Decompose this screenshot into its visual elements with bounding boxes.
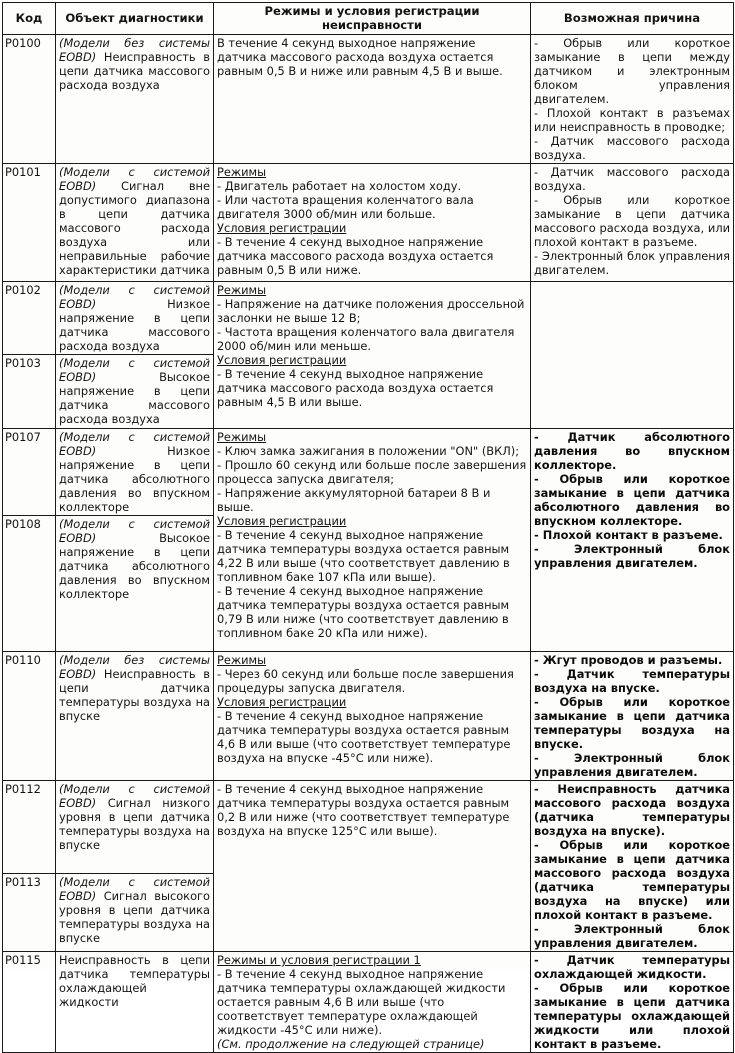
mode-line: - Прошло 60 секунд или больше после завершения процесса запуска двигателя;: [217, 457, 527, 486]
registration-line: - В течение 4 секунд выходное напряжение датчика массового расхода воздуха остается равным 4,5 В или выше.: [217, 366, 494, 409]
conditions-cell: [214, 281, 531, 428]
cause-line: - Электронный блок управления двигателем.: [534, 922, 730, 951]
cause-line: - Обрыв или короткое замыкание в цепи датчика массового расхода воздуха, или плохой контакт в разъеме.: [534, 192, 730, 249]
mode-line: - Напряжение на датчике положения дроссельной заслонки не выше 12 В;: [217, 296, 525, 325]
code-cell: P0101: [3, 163, 56, 281]
continuation-note: (См. продолжение на следующей странице): [217, 1037, 485, 1052]
code-cell: P0107: [3, 428, 56, 515]
cause-line: - Обрыв или короткое замыкание в цепи датчика температуры охлаждающей жидкости или плохой контакт в разъеме.: [534, 981, 730, 1052]
header-row: [3, 3, 734, 35]
cause-cell: [531, 428, 734, 651]
object-cell: [56, 873, 214, 951]
cause-line: - Электронный блок управления двигателем.: [534, 750, 730, 779]
table-row: [3, 780, 734, 873]
code-cell: P0112: [3, 780, 56, 873]
table-row: [3, 163, 734, 281]
cause-line: - Неисправность датчика массового расхода воздуха (датчика температуры воздуха на впуске).: [534, 781, 730, 838]
cause-line: - Датчик массового расхода воздуха.: [534, 133, 730, 162]
object-text: Сигнал высокого уровня в цепи датчика температуры воздуха на впуске: [59, 888, 210, 945]
code-cell: P0103: [3, 354, 56, 428]
object-text: Сигнал низкого уровня в цепи датчика температуры воздуха на впуске: [59, 795, 210, 853]
code-cell: P0113: [3, 873, 56, 951]
object-text: Высокое напряжение в цепи датчика абсолютного давления во впускном коллекторе: [59, 530, 210, 601]
conditions-cell: [214, 952, 531, 1053]
conditions-cell: [214, 163, 531, 281]
cause-line: - Обрыв или короткое замыкание в цепи датчика температуры воздуха на впуске.: [534, 694, 730, 751]
table-row: [3, 281, 734, 354]
cause-line: - Электронный блок управления двигателем.: [534, 248, 730, 277]
mode-line: - Через 60 секунд или больше после завершения процедуры запуска двигателя.: [217, 666, 514, 695]
model-note: (Модели без системы EOBD): [59, 652, 210, 681]
object-cell: [56, 515, 214, 651]
conditions-cell: [214, 428, 531, 651]
registration-label: Условия регистрации: [217, 352, 347, 367]
mode-line: - Двигатель работает на холостом ходу.: [217, 178, 462, 193]
cause-line: - Обрыв или короткое замыкание в цепи датчика массового расхода воздуха (датчика температуры воздуха на впуске) или плохой контакт в разъеме.: [534, 838, 730, 923]
conditions-cell: [214, 651, 531, 780]
cause-line: - Плохой контакт в разъеме.: [534, 527, 723, 542]
registration-line: - В течение 4 секунд выходное напряжение датчика температуры охлаждающей жидкости остается равным 4,6 В или выше (что соответствует температуре охлаждающей жидкости -45°C или ниже).: [217, 967, 506, 1038]
cause-line: - Датчик абсолютного давления во впускном коллекторе.: [534, 429, 730, 472]
registration-line: - В течение 4 секунд выходное напряжение датчика температуры воздуха остается равным 0,79 В или ниже (что соответствует давлению в топливном баке 20 кПа или ниже).: [217, 583, 510, 640]
object-cell: [56, 281, 214, 354]
code-cell: P0102: [3, 281, 56, 354]
object-text: Низкое напряжение в цепи датчика массового расхода воздуха: [59, 296, 210, 353]
code-cell: P0108: [3, 515, 56, 651]
cause-line: - Датчик температуры охлаждающей жидкости.: [534, 953, 730, 982]
registration-line: - В течение 4 секунд выходное напряжение датчика массового расхода воздуха остается равным 0,5 В или ниже.: [217, 234, 494, 277]
modes-label: Режимы: [217, 652, 267, 667]
model-note: (Модели с системой EOBD): [59, 874, 210, 903]
registration-label: Условия регистрации: [217, 513, 347, 528]
object-text: Неисправность в цепи датчика массового расхода воздуха: [59, 49, 210, 92]
cause-cell: [531, 651, 734, 780]
registration-label: Условия регистрации: [217, 694, 347, 709]
model-note: (Модели с системой EOBD): [59, 355, 210, 384]
table-row: [3, 952, 734, 1053]
table-row: [3, 428, 734, 515]
registration-label: Условия регистрации: [217, 220, 347, 235]
conditions-cell: [214, 780, 531, 951]
object-text: Высокое напряжение в цепи датчика массового расхода воздуха: [59, 369, 210, 426]
cause-cell: [531, 163, 734, 281]
mode-line: - Частота вращения коленчатого вала двигателя 2000 об/мин или меньше.: [217, 324, 515, 353]
conditions-cell: [214, 34, 531, 163]
code-cell: P0110: [3, 651, 56, 780]
model-note: (Модели с системой EOBD): [59, 429, 210, 458]
model-note: (Модели с системой EOBD): [59, 282, 210, 311]
model-note: (Модели с системой EOBD): [59, 781, 210, 810]
registration-line: - В течение 4 секунд выходное напряжение датчика температуры воздуха остается равным 0,2 В или ниже (что соответствует температуре воздуха на впуске 125°C или выше).: [217, 781, 510, 838]
cause-line: - Плохой контакт в разъемах или неисправность в проводке;: [534, 105, 730, 134]
modes-label: Режимы: [217, 282, 267, 297]
object-cell: [56, 354, 214, 428]
model-note: (Модели с системой EOBD): [59, 516, 210, 545]
modes-label: Режимы: [217, 164, 267, 179]
object-cell: [56, 780, 214, 873]
object-text: Неисправность в цепи датчика температуры охлаждающей жидкости: [59, 953, 210, 1010]
object-cell: [56, 952, 214, 1053]
diagnostic-codes-table: [2, 2, 734, 1053]
table-row: [3, 34, 734, 163]
object-cell: [56, 163, 214, 281]
registration-line: - В течение 4 секунд выходное напряжение датчика температуры воздуха остается равным 4,6 В или выше (что соответствует температуре воздуха на впуске -45°C или ниже).: [217, 708, 511, 765]
header-object: Объект диагностики: [56, 3, 214, 35]
object-text: Неисправность в цепи датчика температуры воздуха на впуске: [59, 666, 210, 723]
cause-line: - Датчик температуры воздуха на впуске.: [534, 666, 730, 695]
header-conditions: Режимы и условия регистрации неисправности: [214, 3, 531, 35]
code-cell: P0100: [3, 34, 56, 163]
mode-line: - Или частота вращения коленчатого вала двигателя 3000 об/мин или больше.: [217, 192, 474, 221]
mode-line: - Ключ замка зажигания в положении "ON" (ВКЛ);: [217, 443, 520, 458]
object-text: Сигнал вне допустимого диапазона в цепи датчика массового расхода воздуха или неправильные рабочие характеристики датчика: [59, 178, 211, 277]
model-note: (Модели без системы EOBD): [59, 35, 210, 64]
modes-label: Режимы: [217, 429, 267, 444]
cause-cell: [531, 952, 734, 1053]
code-cell: P0115: [3, 952, 56, 1053]
header-cause: Возможная причина: [531, 3, 734, 35]
registration-line: - В течение 4 секунд выходное напряжение датчика температуры воздуха остается равным 4,22 В или выше (что соответствует давлению в топливном баке 107 кПа или выше).: [217, 527, 510, 584]
cause-line: - Жгут проводов и разъемы.: [534, 652, 723, 667]
mode-line: - Напряжение аккумуляторной батареи 8 В и выше.: [217, 485, 491, 514]
header-code: Код: [3, 3, 56, 35]
object-cell: [56, 428, 214, 515]
cause-line: - Электронный блок управления двигателем.: [534, 541, 730, 570]
object-text: Низкое напряжение в цепи датчика абсолютного давления во впускном коллекторе: [59, 443, 210, 514]
cause-line: - Обрыв или короткое замыкание в цепи датчика абсолютного давления во впускном коллекторе.: [534, 471, 730, 528]
cause-cell: [531, 780, 734, 951]
condition-line: В течение 4 секунд выходное напряжение датчика массового расхода воздуха остается равным 0,5 В и ниже или равным 4,5 В и выше.: [217, 35, 503, 78]
table-row: [3, 651, 734, 780]
cause-cell: [531, 34, 734, 163]
object-cell: [56, 651, 214, 780]
object-cell: [56, 34, 214, 163]
cause-line: - Датчик массового расхода воздуха.: [534, 164, 730, 193]
model-note: (Модели с системой EOBD): [59, 164, 210, 193]
modes-label: Режимы и условия регистрации 1: [217, 953, 421, 968]
cause-cell-empty: [531, 281, 734, 428]
cause-line: - Обрыв или короткое замыкание в цепи между датчиком и электронным блоком управления двигателем.: [534, 35, 730, 106]
